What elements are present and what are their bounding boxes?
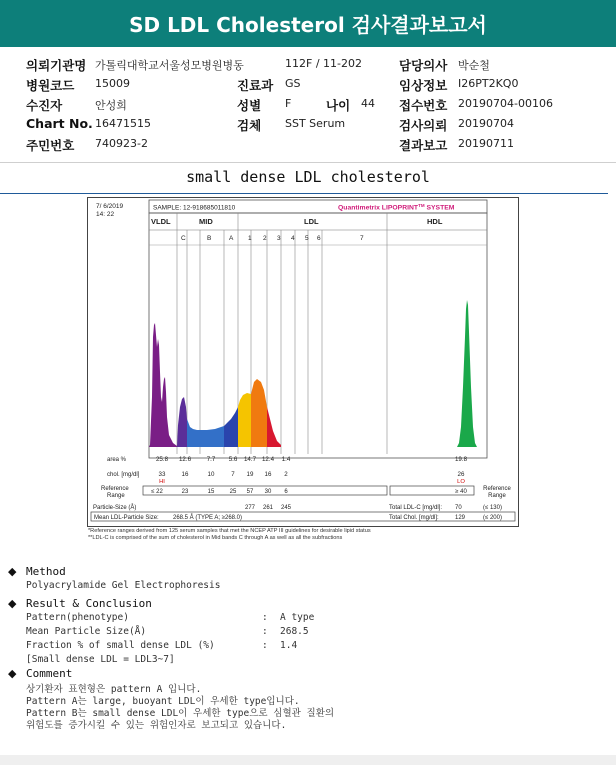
area-c: 12.6 (178, 456, 192, 463)
age-label: 나이 (326, 98, 351, 113)
clinical-label: 임상정보 (399, 78, 448, 93)
comment-line: Pattern A는 large, buoyant LDL이 우세한 type입니다. (26, 696, 300, 707)
band-mid-label: MID (199, 217, 213, 226)
doctor-label: 담당의사 (399, 58, 448, 73)
particle-2: 261 (262, 505, 274, 511)
receipt-label: 접수번호 (399, 98, 448, 113)
hospital-value: 가톨릭대학교서울성모병원병동 (95, 59, 244, 72)
total-chol-value: 129 (455, 515, 466, 521)
run-date: 7/ 6/2019 (96, 203, 124, 210)
footnote-2: **LDL-C is comprised of the sum of cholesterol in Mid bands C through A as well as all the subfractions (88, 535, 343, 541)
chol-label: chol. [mg/dl] (107, 472, 140, 478)
section-divider (0, 193, 608, 194)
chol-c: 16 (181, 471, 189, 478)
sample-label: 검체 (237, 118, 262, 133)
id-label: 주민번호 (26, 138, 75, 153)
subband-a: A (229, 235, 234, 242)
band-vldl-label: VLDL (151, 217, 171, 226)
ref-1: 57 (246, 489, 254, 495)
chart-footnotes (88, 528, 528, 542)
doctor-value: 박순철 (458, 59, 490, 72)
sample-id: SAMPLE: 12-918685011810 (153, 204, 236, 212)
area-hdl: 19.8 (454, 456, 468, 463)
ref-label-2: Range (107, 493, 125, 499)
total-ldl-ref: (≤ 130) (483, 505, 502, 511)
chol-2: 16 (264, 471, 272, 478)
particle-size-label: Particle-Size (Å) (93, 505, 137, 511)
subband-1: 1 (248, 235, 252, 242)
request-label: 검사의뢰 (399, 118, 448, 133)
fraction-value: 1.4 (280, 640, 298, 651)
total-ldl-label: Total LDL-C [mg/dl]: (389, 505, 443, 511)
chol-1: 19 (246, 471, 254, 478)
chol-hdl: 26 (457, 471, 465, 478)
result-row-label: Pattern(phenotype) (26, 612, 129, 623)
chol-3: 2 (284, 471, 288, 478)
patient-label: 수진자 (26, 98, 63, 113)
code-value: 15009 (95, 77, 130, 90)
report-title: SD LDL Cholesterol 검사결과보고서 (0, 0, 616, 47)
area-b: 7.7 (206, 456, 216, 463)
chart-no-label: Chart No. (26, 116, 93, 131)
method-text: Polyacrylamide Gel Electrophoresis (26, 580, 221, 591)
area-label: area % (107, 457, 127, 463)
method-heading: Method (26, 565, 66, 578)
chol-b: 10 (207, 471, 215, 478)
section-title: small dense LDL cholesterol (186, 168, 430, 186)
pattern-value: A type (280, 612, 315, 623)
dept-value: GS (285, 77, 301, 90)
sex-label: 성별 (237, 98, 262, 113)
id-value: 740923-2 (95, 137, 148, 150)
age-value: 44 (361, 97, 375, 110)
result-row-sep: : (262, 640, 268, 651)
ref-right-label-1: Reference (483, 486, 511, 492)
area-1: 14.7 (243, 456, 257, 463)
comment-line: Pattern B는 small dense LDL이 우세한 type으로 심혈관 질환의 (26, 708, 335, 719)
page-bottom-band (0, 755, 616, 765)
mean-size-label: Mean LDL-Particle Size: (94, 515, 159, 521)
mean-size-value: 268.5 Å (TYPE A; ≥268.0) (173, 515, 242, 521)
result-row-sep: : (262, 612, 268, 623)
patient-info-panel (0, 47, 616, 163)
result-row-label: Fraction % of small dense LDL (%) (26, 640, 215, 651)
result-bullet-icon: ◆ (8, 597, 17, 610)
subband-5: 5 (305, 235, 309, 242)
comment-line: 상기환자 표현형은 pattern A 입니다. (26, 684, 202, 695)
total-ldl-value: 70 (455, 505, 462, 511)
ward-value: 112F / 11-202 (285, 57, 362, 70)
chol-a: 7 (231, 471, 235, 478)
subband-b: B (207, 235, 212, 242)
ldl1-area (238, 393, 251, 447)
total-chol-ref: (≤ 200) (483, 515, 502, 521)
run-time: 14: 22 (96, 211, 115, 218)
method-bullet-icon: ◆ (8, 565, 17, 578)
sex-value: F (285, 97, 292, 110)
subband-6: 6 (317, 235, 321, 242)
chart-frame (88, 198, 519, 527)
area-3: 1.4 (281, 456, 291, 463)
subband-3: 3 (277, 235, 281, 242)
comment-bullet-icon: ◆ (8, 667, 17, 680)
result-heading: Result & Conclusion (26, 597, 152, 610)
report-date-value: 20190711 (458, 137, 514, 150)
area-a: 5.6 (228, 456, 238, 463)
area-2: 12.4 (261, 456, 275, 463)
clinical-value: I26PT2KQ0 (458, 77, 519, 90)
ref-c: 23 (181, 489, 189, 495)
comment-heading: Comment (26, 667, 73, 680)
brand-text: Quantimetrix LIPOPRINT™ SYSTEM (338, 203, 455, 212)
ref-vldl: ≤ 22 (151, 489, 163, 495)
lo-flag: LO (457, 479, 465, 485)
subband-c: C (181, 235, 186, 242)
lipoprint-chart (87, 197, 519, 527)
subband-7: 7 (360, 235, 364, 242)
ref-label-1: Reference (101, 486, 129, 492)
ref-2: 30 (264, 489, 272, 495)
hospital-label: 의뢰기관명 (26, 58, 87, 73)
dept-label: 진료과 (237, 78, 274, 93)
report-date-label: 결과보고 (399, 138, 448, 153)
hi-flag: HI (159, 479, 165, 485)
sample-value: SST Serum (285, 117, 346, 130)
request-value: 20190704 (458, 117, 514, 130)
code-label: 병원코드 (26, 78, 75, 93)
subband-4: 4 (291, 235, 295, 242)
ref-hdl: ≥ 40 (455, 489, 467, 495)
particle-3: 245 (280, 505, 292, 511)
receipt-value: 20190704-00106 (458, 97, 553, 110)
band-ldl-label: LDL (304, 217, 319, 226)
footnote-1: *Reference ranges derived from 125 serum samples that met the NCEP ATP III guidelines for desirable lipid status (88, 528, 371, 534)
chart-no-value: 16471515 (95, 117, 151, 130)
area-vldl: 25.8 (155, 456, 169, 463)
particle-1: 277 (244, 505, 256, 511)
total-chol-label: Total Chol. [mg/dl]: (389, 515, 439, 521)
ref-b: 15 (207, 489, 215, 495)
result-row-label: Mean Particle Size(Å) (26, 626, 147, 637)
comment-line: 위험도를 증가시킬 수 있는 위험인자로 보고되고 있습니다. (26, 720, 287, 731)
result-row-sep: : (262, 626, 268, 637)
subband-2: 2 (263, 235, 267, 242)
ref-3: 6 (284, 489, 288, 495)
band-hdl-label: HDL (427, 217, 443, 226)
ref-right-label-2: Range (488, 493, 506, 499)
ref-a: 25 (229, 489, 237, 495)
mean-particle-value: 268.5 (280, 626, 309, 637)
chol-vldl: 33 (158, 471, 166, 478)
result-note: [Small dense LDL = LDL3~7] (26, 654, 175, 665)
patient-value: 안성희 (95, 99, 127, 112)
